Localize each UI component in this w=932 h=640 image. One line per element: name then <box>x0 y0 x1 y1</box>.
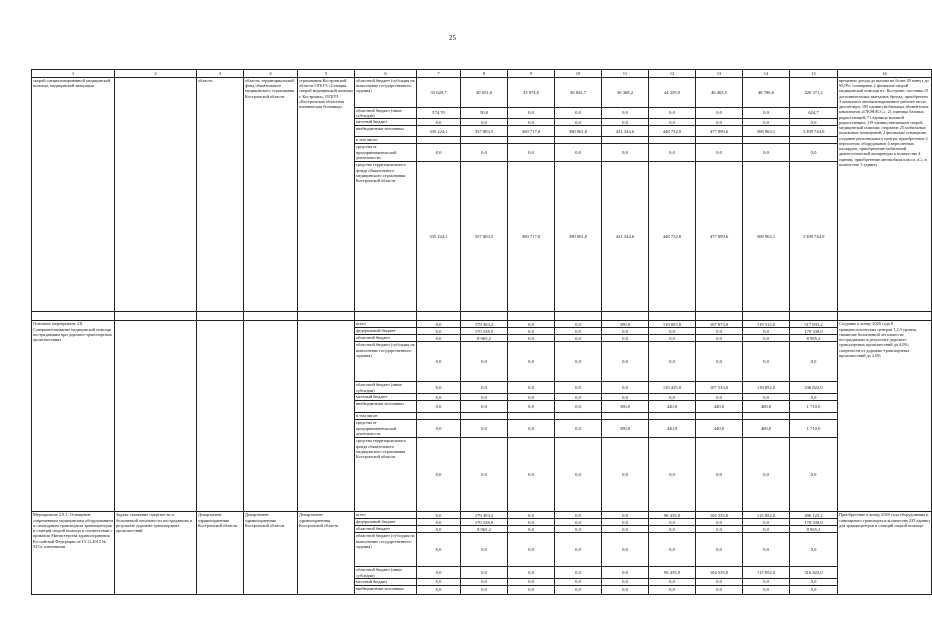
amount-cell: 0,0 <box>790 585 838 594</box>
funding-source: федеральный бюджет <box>355 519 417 526</box>
amount-cell: 96 435,0 <box>649 567 696 578</box>
amount-cell: 0,0 <box>649 394 696 401</box>
amount-cell: 517 833,2 <box>790 321 838 328</box>
amount-cell: 369 717,0 <box>508 126 555 137</box>
spacer-cell <box>115 312 197 321</box>
spacer-cell <box>790 312 838 321</box>
amount-cell: 0,0 <box>417 512 461 519</box>
amount-cell: 0,0 <box>602 328 649 335</box>
amount-cell: 0,0 <box>790 342 838 382</box>
amount-cell: 0,0 <box>555 526 602 533</box>
col-num: 15 <box>790 70 838 78</box>
cell-c2: Задача: снижение смертности и больничной летальности пострадавших в результате дорожно-транспортных происшествий <box>115 512 197 594</box>
amount-cell: 0,0 <box>602 335 649 342</box>
amount-cell: 0,0 <box>508 108 555 119</box>
amount-cell: 460,0 <box>743 420 790 438</box>
amount-cell <box>461 413 508 420</box>
amount-cell: 0,0 <box>461 382 508 394</box>
amount-cell: 110 435,0 <box>649 382 696 394</box>
amount-cell: 0,0 <box>555 585 602 594</box>
col-num: 13 <box>696 70 743 78</box>
amount-cell: 0,0 <box>790 533 838 567</box>
amount-cell: 440,0 <box>696 401 743 413</box>
amount-cell: 421 344,6 <box>602 162 649 312</box>
amount-cell: 170 338,0 <box>461 519 508 526</box>
amount-cell: 0,0 <box>696 342 743 382</box>
amount-cell: 0,0 <box>461 342 508 382</box>
amount-cell <box>555 413 602 420</box>
amount-cell: 0,0 <box>417 533 461 567</box>
amount-cell: 0,0 <box>649 519 696 526</box>
amount-cell: 0,0 <box>696 585 743 594</box>
amount-cell: 390,0 <box>602 321 649 328</box>
amount-cell: 0,0 <box>555 438 602 512</box>
amount-cell: 8 965,2 <box>790 526 838 533</box>
amount-cell: 0,0 <box>743 108 790 119</box>
amount-cell: 0,0 <box>417 321 461 328</box>
amount-cell <box>508 413 555 420</box>
amount-cell: 0,0 <box>649 533 696 567</box>
amount-cell: 0,0 <box>743 335 790 342</box>
amount-cell: 0,0 <box>508 533 555 567</box>
amount-cell: 0,0 <box>508 585 555 594</box>
amount-cell <box>649 413 696 420</box>
amount-cell: 0,0 <box>602 578 649 585</box>
amount-cell: 369 717,0 <box>508 162 555 312</box>
amount-cell <box>649 137 696 144</box>
funding-source: средства от предпринимательской деятельности <box>355 144 417 162</box>
amount-cell: 420,0 <box>649 420 696 438</box>
amount-cell: 0,0 <box>696 578 743 585</box>
amount-cell: 0,0 <box>555 512 602 519</box>
amount-cell: 0,0 <box>461 394 508 401</box>
cell-c5 <box>298 321 355 512</box>
amount-cell: 0,0 <box>555 144 602 162</box>
amount-cell: 440,0 <box>696 420 743 438</box>
funding-source: в том числе: <box>355 413 417 420</box>
amount-cell: 0,0 <box>417 335 461 342</box>
amount-cell: 0,0 <box>790 438 838 512</box>
spacer-cell <box>838 312 932 321</box>
amount-cell <box>461 137 508 144</box>
col-num: 2 <box>115 70 197 78</box>
amount-cell <box>602 413 649 420</box>
funding-source: внебюджетные источники <box>355 401 417 413</box>
amount-cell: 0,0 <box>790 144 838 162</box>
amount-cell: 0,0 <box>696 526 743 533</box>
amount-cell: 357 803,5 <box>461 162 508 312</box>
amount-cell: 107 533,0 <box>696 382 743 394</box>
spacer-cell <box>355 312 417 321</box>
amount-cell: 508 963,1 <box>743 126 790 137</box>
amount-cell: 44 259,9 <box>649 78 696 108</box>
amount-cell: 0,0 <box>649 328 696 335</box>
amount-cell: 0,0 <box>790 578 838 585</box>
amount-cell: 107 973,0 <box>696 321 743 328</box>
amount-cell: 0,0 <box>508 401 555 413</box>
amount-cell: 0,0 <box>461 567 508 578</box>
spacer-cell <box>696 312 743 321</box>
funding-source: областной бюджет (субсидия на выполнение государственного задания) <box>355 78 417 108</box>
funding-source: областной бюджет (субсидия на выполнение государственного задания) <box>355 533 417 567</box>
amount-cell: 0,0 <box>696 533 743 567</box>
amount-cell: 448 732,0 <box>649 126 696 137</box>
amount-cell: 624,7 <box>790 108 838 119</box>
col-num: 5 <box>298 70 355 78</box>
amount-cell: 0,0 <box>649 578 696 585</box>
amount-cell: 179 303,2 <box>461 321 508 328</box>
amount-cell: 0,0 <box>602 567 649 578</box>
amount-cell <box>417 137 461 144</box>
amount-cell: 0,0 <box>508 526 555 533</box>
amount-cell: 0,0 <box>555 335 602 342</box>
cell-c5: Департамент здравоохранения Костромской области <box>298 512 355 594</box>
amount-cell: 0,0 <box>461 144 508 162</box>
amount-cell: 460,0 <box>743 401 790 413</box>
amount-cell: 0,0 <box>461 401 508 413</box>
amount-cell: 48 786,6 <box>743 78 790 108</box>
amount-cell <box>790 413 838 420</box>
amount-cell: 0,0 <box>417 382 461 394</box>
funding-source: средства территориального фонда обязательного медицинского страхования Костромской области <box>355 438 417 512</box>
amount-cell: 8 965,2 <box>790 335 838 342</box>
spacer-cell <box>743 312 790 321</box>
amount-cell: 448 732,0 <box>649 162 696 312</box>
spacer-row <box>32 312 932 321</box>
table-row <box>32 512 932 519</box>
amount-cell: 0,0 <box>508 335 555 342</box>
result-cell: Приобретение к концу 2020 года оборудования и санитарного транспорта в количестве 235 единиц для травмоцентров и станций скорой помощи <box>838 512 932 594</box>
cell-c3: Департамент здравоохранения Костромской области <box>197 512 244 594</box>
amount-cell: 0,0 <box>743 119 790 126</box>
amount-cell: 390,0 <box>602 420 649 438</box>
amount-cell: 0,0 <box>461 533 508 567</box>
amount-cell: 36 842,7 <box>555 78 602 108</box>
funding-source: местный бюджет <box>355 394 417 401</box>
cell-c4: Департамент здравоохранения Костромской области <box>244 512 298 594</box>
amount-cell: 0,0 <box>649 438 696 512</box>
funding-source: внебюджетные источники <box>355 585 417 594</box>
amount-cell: 421 344,6 <box>602 126 649 137</box>
program-table <box>31 69 932 595</box>
amount-cell: 0,0 <box>743 585 790 594</box>
amount-cell: 0,0 <box>696 394 743 401</box>
col-num: 8 <box>461 70 508 78</box>
funding-source: областной бюджет (субсидия на выполнение государственного задания) <box>355 342 417 382</box>
amount-cell: 0,0 <box>602 512 649 519</box>
result-cell: Создание к концу 2020 года 8 травматологических центров 1,2,3 уровня; снижение больничной летальности пострадавших в результате дорожно-транспортных происшествий до 4,0%; смертности от дорожно-транспортных происшествий до 2,0% <box>838 321 932 512</box>
amount-cell: 0,0 <box>743 578 790 585</box>
amount-cell: 0,0 <box>461 119 508 126</box>
amount-cell: 0,0 <box>417 578 461 585</box>
amount-cell: 0,0 <box>555 382 602 394</box>
amount-cell: 0,0 <box>555 567 602 578</box>
amount-cell: 0,0 <box>649 342 696 382</box>
amount-cell: 0,0 <box>696 438 743 512</box>
amount-cell: 0,0 <box>417 420 461 438</box>
amount-cell: 0,0 <box>417 567 461 578</box>
funding-source: средства от предпринимательской деятельности <box>355 420 417 438</box>
col-num: 14 <box>743 70 790 78</box>
amount-cell: 0,0 <box>743 526 790 533</box>
table-row <box>32 78 932 108</box>
amount-cell: 170 338,0 <box>461 328 508 335</box>
amount-cell: 0,0 <box>696 144 743 162</box>
amount-cell: 0,0 <box>417 519 461 526</box>
funding-source: областной бюджет (иные субсидии) <box>355 108 417 119</box>
amount-cell: 1 710,0 <box>790 401 838 413</box>
amount-cell: 40 051,6 <box>461 78 508 108</box>
amount-cell: 0,0 <box>508 342 555 382</box>
amount-cell: 104 535,0 <box>696 567 743 578</box>
amount-cell: 0,0 <box>417 342 461 382</box>
amount-cell: 0,0 <box>555 519 602 526</box>
funding-source: областной бюджет <box>355 526 417 533</box>
amount-cell: 170 338,0 <box>790 328 838 335</box>
amount-cell: 0,0 <box>417 328 461 335</box>
funding-source: средства территориального фонда обязательного медицинского страхования Костромской области <box>355 162 417 312</box>
amount-cell <box>743 137 790 144</box>
amount-cell: 357 803,5 <box>461 126 508 137</box>
amount-cell: 0,0 <box>555 533 602 567</box>
amount-cell: 0,0 <box>555 420 602 438</box>
cell-c5: страхования Костромской области ОГБУЗ «Станция скорой медицинской помощи г. Костромы», ОГБУЗ «Костромская областная клиническая больница» <box>298 78 355 312</box>
amount-cell: 33 620,7 <box>417 78 461 108</box>
amount-cell: 0,0 <box>790 119 838 126</box>
amount-cell: 0,0 <box>508 438 555 512</box>
amount-cell: 0,0 <box>461 438 508 512</box>
amount-cell: 0,0 <box>508 519 555 526</box>
amount-cell: 0,0 <box>602 108 649 119</box>
amount-cell: 0,0 <box>417 585 461 594</box>
amount-cell: 170 338,0 <box>790 519 838 526</box>
column-number-row <box>32 70 932 78</box>
funding-source: внебюджетные источники <box>355 126 417 137</box>
amount-cell: 0,0 <box>508 420 555 438</box>
amount-cell: 0,0 <box>555 321 602 328</box>
amount-cell: 0,0 <box>743 519 790 526</box>
amount-cell: 0,0 <box>602 519 649 526</box>
amount-cell: 0,0 <box>602 394 649 401</box>
amount-cell: 110 855,0 <box>649 321 696 328</box>
amount-cell: 0,0 <box>602 585 649 594</box>
amount-cell: 0,0 <box>508 394 555 401</box>
amount-cell: 0,0 <box>602 526 649 533</box>
amount-cell: 0,0 <box>508 382 555 394</box>
amount-cell: 316 822,0 <box>790 567 838 578</box>
amount-cell: 0,0 <box>508 512 555 519</box>
amount-cell: 36 368,2 <box>602 78 649 108</box>
amount-cell: 0,0 <box>555 401 602 413</box>
funding-source: областной бюджет (иные субсидии) <box>355 567 417 578</box>
cell-c2 <box>115 321 197 512</box>
col-num: 7 <box>417 70 461 78</box>
amount-cell: 0,0 <box>555 394 602 401</box>
amount-cell: 0,0 <box>555 108 602 119</box>
amount-cell: 115 852,0 <box>743 567 790 578</box>
col-num: 1 <box>32 70 115 78</box>
spacer-cell <box>555 312 602 321</box>
funding-source: местный бюджет <box>355 578 417 585</box>
amount-cell: 390 061,0 <box>555 162 602 312</box>
amount-cell: 0,0 <box>508 321 555 328</box>
spacer-cell <box>602 312 649 321</box>
amount-cell <box>696 413 743 420</box>
spacer-cell <box>244 312 298 321</box>
amount-cell: 0,0 <box>743 342 790 382</box>
amount-cell: 46 463,5 <box>696 78 743 108</box>
amount-cell: 0,0 <box>696 328 743 335</box>
amount-cell: 0,0 <box>602 382 649 394</box>
amount-cell: 0,0 <box>417 394 461 401</box>
amount-cell: 0,0 <box>743 144 790 162</box>
amount-cell: 8 965,2 <box>461 526 508 533</box>
amount-cell: 420,0 <box>649 401 696 413</box>
amount-cell: 0,0 <box>508 328 555 335</box>
amount-cell: 0,0 <box>696 108 743 119</box>
amount-cell: 0,0 <box>508 119 555 126</box>
funding-source: местный бюджет <box>355 119 417 126</box>
funding-source: всего <box>355 512 417 519</box>
amount-cell: 115 852,0 <box>743 512 790 519</box>
amount-cell: 0,0 <box>649 119 696 126</box>
col-num: 12 <box>649 70 696 78</box>
amount-cell: 335 224,1 <box>417 162 461 312</box>
amount-cell: 477 899,6 <box>696 162 743 312</box>
funding-source: областной бюджет (иные субсидии) <box>355 382 417 394</box>
amount-cell: 0,0 <box>461 578 508 585</box>
amount-cell: 574,70 <box>417 108 461 119</box>
col-num: 11 <box>602 70 649 78</box>
amount-cell: 104 535,0 <box>696 512 743 519</box>
amount-cell: 390 061,0 <box>555 126 602 137</box>
amount-cell: 0,0 <box>508 144 555 162</box>
amount-cell: 0,0 <box>602 438 649 512</box>
amount-cell: 96 435,0 <box>649 512 696 519</box>
spacer-cell <box>32 312 115 321</box>
amount-cell: 0,0 <box>743 533 790 567</box>
amount-cell: 8 965,2 <box>461 335 508 342</box>
cell-c1: скорой специализированной медицинской помощи, медицинской эвакуации <box>32 78 115 312</box>
amount-cell: 0,0 <box>602 533 649 567</box>
spacer-cell <box>197 312 244 321</box>
amount-cell: 33 974,0 <box>508 78 555 108</box>
amount-cell: 0,0 <box>649 526 696 533</box>
spacer-cell <box>649 312 696 321</box>
amount-cell: 0,0 <box>417 144 461 162</box>
amount-cell: 0,0 <box>555 119 602 126</box>
amount-cell: 118 852,0 <box>743 382 790 394</box>
amount-cell: 0,0 <box>649 144 696 162</box>
amount-cell <box>555 137 602 144</box>
amount-cell: 0,0 <box>417 526 461 533</box>
amount-cell: 477 899,6 <box>696 126 743 137</box>
amount-cell: 0,0 <box>602 144 649 162</box>
funding-source: областной бюджет <box>355 335 417 342</box>
spacer-cell <box>298 312 355 321</box>
amount-cell: 0,0 <box>649 335 696 342</box>
amount-cell <box>790 137 838 144</box>
col-num: 10 <box>555 70 602 78</box>
amount-cell: 0,0 <box>649 108 696 119</box>
col-num: 16 <box>838 70 932 78</box>
amount-cell <box>602 137 649 144</box>
amount-cell: 3 309 744,9 <box>790 162 838 312</box>
amount-cell <box>508 137 555 144</box>
amount-cell: 0,0 <box>461 585 508 594</box>
funding-source: в том числе: <box>355 137 417 144</box>
amount-cell: 0,0 <box>790 394 838 401</box>
funding-source: всего <box>355 321 417 328</box>
spacer-cell <box>461 312 508 321</box>
amount-cell: 0,0 <box>743 438 790 512</box>
amount-cell <box>743 413 790 420</box>
amount-cell: 179 303,2 <box>461 512 508 519</box>
amount-cell: 50,0 <box>461 108 508 119</box>
cell-c3: области <box>197 78 244 312</box>
amount-cell: 0,0 <box>417 401 461 413</box>
amount-cell: 0,0 <box>696 519 743 526</box>
amount-cell: 390,0 <box>602 401 649 413</box>
amount-cell: 0,0 <box>555 328 602 335</box>
amount-cell: 0,0 <box>508 567 555 578</box>
amount-cell: 0,0 <box>602 119 649 126</box>
spacer-cell <box>417 312 461 321</box>
amount-cell: 0,0 <box>417 438 461 512</box>
amount-cell: 1 710,0 <box>790 420 838 438</box>
amount-cell: 336 822,0 <box>790 382 838 394</box>
amount-cell: 335 224,1 <box>417 126 461 137</box>
amount-cell: 0,0 <box>555 342 602 382</box>
amount-cell: 0,0 <box>743 328 790 335</box>
spacer-cell <box>508 312 555 321</box>
result-cell: временем доезда до вызова не более 20 минут до 95,0%; оснащение 2 филиалов скорой медицинской помощи в г. Костроме; поставка 15 дополнительных выездных бригад; приобретено 3 комплекса автоматизированное рабочее место диспетчера; 195 единиц мобильных абонентских комплектов «ГЛОНАСС»; 21 единица базовых радиостанций; 71 единица возимой радиостанции; 119 единиц автомашин скорой медицинской помощи; открытие 25 мобильных поисковых помещений; 2 филиалам оснащение, создание регионального центра; приобретение 2 вертолетов; оборудование 4 вертолетных площадок; приобретение мобильной диагностической аппаратуры в количестве 4 единиц; приобретение автомобиля класса «С» в количестве 3 единиц <box>838 78 932 312</box>
amount-cell: 0,0 <box>696 119 743 126</box>
amount-cell: 3 309 744,9 <box>790 126 838 137</box>
amount-cell: 320 371,2 <box>790 78 838 108</box>
amount-cell: 0,0 <box>649 585 696 594</box>
cell-c3 <box>197 321 244 512</box>
table-row <box>32 321 932 328</box>
amount-cell: 0,0 <box>743 394 790 401</box>
amount-cell: 119 312,0 <box>743 321 790 328</box>
cell-c2 <box>115 78 197 312</box>
funding-source: федеральный бюджет <box>355 328 417 335</box>
amount-cell: 0,0 <box>417 119 461 126</box>
col-num: 9 <box>508 70 555 78</box>
page-number: 25 <box>449 34 456 42</box>
col-num: 3 <box>197 70 244 78</box>
col-num: 4 <box>244 70 298 78</box>
amount-cell: 0,0 <box>602 342 649 382</box>
cell-c4: области, территориальный фонд обязательного медицинского страхования Костромской области <box>244 78 298 312</box>
amount-cell: 0,0 <box>696 335 743 342</box>
amount-cell <box>696 137 743 144</box>
cell-c1: Мероприятие 2.8.1. Оснащение современным медицинским оборудованием и санитарным транспортом травмоцентров и станций скорой помощи в соответствии с приказом Министерства здравоохранения Российской Федерации от 15.11.2012 № 927н, ключевыми <box>32 512 115 594</box>
amount-cell: 0,0 <box>555 578 602 585</box>
amount-cell: 508 963,1 <box>743 162 790 312</box>
cell-c4 <box>244 321 298 512</box>
amount-cell: 0,0 <box>508 578 555 585</box>
amount-cell <box>417 413 461 420</box>
cell-c1: Основное мероприятие 2.8. Совершенствование медицинской помощи пострадавшим при дорожно-транспортных происшествиях <box>32 321 115 512</box>
amount-cell: 0,0 <box>461 420 508 438</box>
col-num: 6 <box>355 70 417 78</box>
amount-cell: 496 125,2 <box>790 512 838 519</box>
